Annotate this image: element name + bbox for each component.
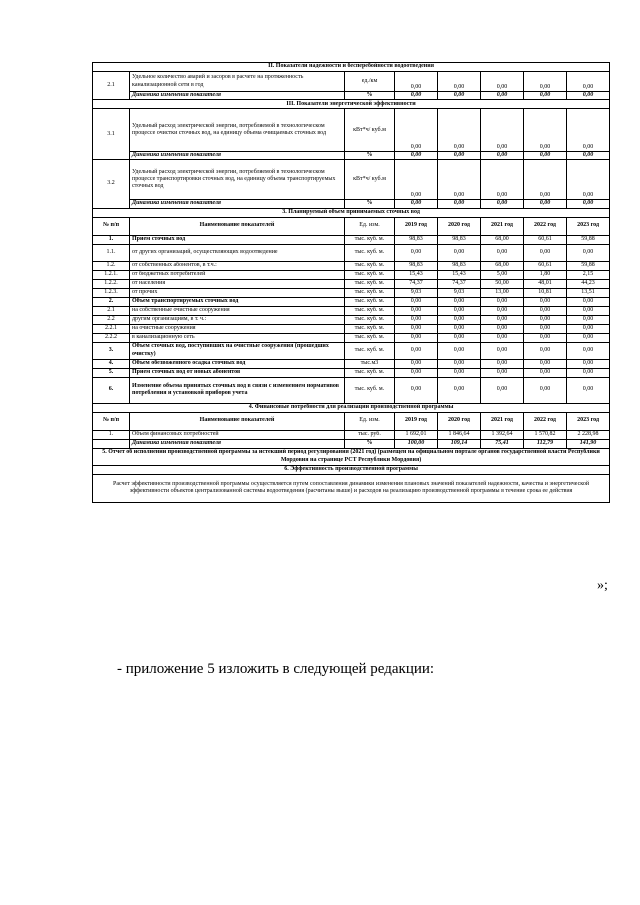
- table-row: [93, 261, 610, 270]
- row-value: 0,00: [567, 342, 610, 359]
- column-header-name: Наименование показателей: [130, 217, 345, 235]
- table-row: [93, 342, 610, 359]
- row-value: 0,00: [481, 72, 524, 92]
- row-name: от собственных абонентов, в т.ч.:: [130, 261, 345, 270]
- row-unit: %: [345, 200, 395, 208]
- row-value: 0,00: [481, 92, 524, 100]
- row-value: 0,00: [524, 152, 567, 160]
- row-value: 0,00: [524, 160, 567, 200]
- row-value: 44,23: [567, 279, 610, 288]
- row-value: 68,00: [481, 261, 524, 270]
- column-header-name: Наименование показателей: [130, 412, 345, 430]
- row-value: 112,79: [524, 439, 567, 448]
- column-header-row: [93, 412, 610, 430]
- row-value: 0,00: [481, 306, 524, 315]
- column-header-unit: Ед. изм.: [345, 217, 395, 235]
- row-value: 0,00: [567, 72, 610, 92]
- row-unit: тыс. куб. м.: [345, 333, 395, 342]
- row-value: 0,00: [524, 333, 567, 342]
- row-value: 0,00: [481, 297, 524, 306]
- column-header-row: [93, 217, 610, 235]
- row-value: 0,00: [438, 152, 481, 160]
- row-value: 0,00: [395, 377, 438, 403]
- row-value: 0,00: [524, 368, 567, 377]
- row-number: 2.2: [93, 315, 130, 324]
- row-number: 2.1: [93, 306, 130, 315]
- row-value: 0,00: [438, 109, 481, 152]
- row-value: 98,83: [438, 235, 481, 244]
- row-value: 0,00: [438, 72, 481, 92]
- row-name: Объем финансовых потребностей: [130, 430, 345, 439]
- row-value: 1,80: [524, 270, 567, 279]
- column-header-year: 2019 год: [395, 217, 438, 235]
- row-unit: тыс. куб. м.: [345, 261, 395, 270]
- row-value: 0,00: [481, 200, 524, 208]
- table-row: [93, 430, 610, 439]
- row-name: в канализационную сеть: [130, 333, 345, 342]
- row-value: 0,00: [481, 315, 524, 324]
- section-header: [93, 403, 610, 412]
- row-name: на очистные сооружения: [130, 324, 345, 333]
- row-value: 50,00: [481, 279, 524, 288]
- row-unit: тыс.м3: [345, 359, 395, 368]
- row-number: 3.2: [93, 160, 130, 208]
- row-value: 0,00: [524, 342, 567, 359]
- row-name: от прочих: [130, 288, 345, 297]
- column-header-number: № п/п: [93, 412, 130, 430]
- section-header: III. Показатели энергетической эффективности: [93, 100, 610, 109]
- column-header-year: 2022 год: [524, 217, 567, 235]
- section-header: [93, 465, 610, 474]
- row-value: 0,00: [524, 72, 567, 92]
- row-value: 0,00: [567, 368, 610, 377]
- row-value: 0,00: [438, 315, 481, 324]
- row-value: 1 570,82: [524, 430, 567, 439]
- row-number: 1.: [93, 430, 130, 439]
- row-value: 5,00: [481, 270, 524, 279]
- row-number: 2.2.2: [93, 333, 130, 342]
- row-number: 2.: [93, 297, 130, 306]
- row-name: Удельное количество аварий и засоров в расчете на протяженность канализационной сети в год: [130, 72, 345, 92]
- row-number: 2.1: [93, 72, 130, 100]
- row-name: на собственные очистные сооружения: [130, 306, 345, 315]
- row-value: 1 692,01: [395, 430, 438, 439]
- row-unit: тыс. куб. м.: [345, 342, 395, 359]
- row-number: 1.2.2.: [93, 279, 130, 288]
- row-name: от бюджетных потребителей: [130, 270, 345, 279]
- row-value: 0,00: [567, 160, 610, 200]
- row-value: 0,00: [395, 160, 438, 200]
- row-value: 0,00: [524, 200, 567, 208]
- column-header-year: 2020 год: [438, 217, 481, 235]
- row-value: 0,00: [567, 333, 610, 342]
- row-value: 15,43: [395, 270, 438, 279]
- row-unit: тыс. куб. м.: [345, 324, 395, 333]
- row-unit: %: [345, 439, 395, 448]
- row-unit: кВт*ч/ куб.м: [345, 109, 395, 152]
- efficiency-text: Расчет эффективности производственной программы осуществляется путем сопоставления динамики изменения плановых значений показателей надежности, качества и энергетической эффективности объектов централизованной системы водоотведения (расчитаны выше) и расходов на реализацию производственной программы в течение срока ее действия: [93, 474, 610, 502]
- row-value: 0,00: [395, 92, 438, 100]
- table-row: [93, 279, 610, 288]
- row-value: 1 392,64: [481, 430, 524, 439]
- row-value: 1 846,64: [438, 430, 481, 439]
- row-value: 0,00: [395, 200, 438, 208]
- section-header: 3. Планируемый объем принимаемых сточных вод: [93, 208, 610, 217]
- row-value: 75,41: [481, 439, 524, 448]
- table-row: [93, 377, 610, 403]
- row-unit: %: [345, 92, 395, 100]
- row-unit: ед./км: [345, 72, 395, 92]
- section-header: 4. Финансовые потребности для реализации производственной программы: [93, 403, 610, 412]
- column-header-year: 2023 год: [567, 217, 610, 235]
- row-value: 60,61: [524, 261, 567, 270]
- table-row: [93, 288, 610, 297]
- row-value: 0,00: [567, 315, 610, 324]
- metric-row: [93, 72, 610, 92]
- row-number: 3.: [93, 342, 130, 359]
- column-header-number: № п/п: [93, 217, 130, 235]
- row-unit: тыс. куб. м.: [345, 288, 395, 297]
- row-value: 0,00: [395, 152, 438, 160]
- row-unit: тыс. куб. м.: [345, 279, 395, 288]
- table-row: [93, 235, 610, 244]
- row-number: 1.2.1.: [93, 270, 130, 279]
- row-value: 0,00: [481, 152, 524, 160]
- row-value: 0,00: [481, 324, 524, 333]
- row-value: 0,00: [524, 244, 567, 261]
- row-value: 0,00: [438, 160, 481, 200]
- row-value: 98,83: [438, 261, 481, 270]
- row-value: 0,00: [395, 359, 438, 368]
- row-value: 0,00: [567, 152, 610, 160]
- row-name: Удельный расход электрической энергии, потребляемой в технологическом процессе транспортировки сточных вод, на единицу объема транспортируемых сточных вод: [130, 160, 345, 200]
- column-header-year: 2020 год: [438, 412, 481, 430]
- column-header-year: 2019 год: [395, 412, 438, 430]
- column-header-unit: Ед. изм.: [345, 412, 395, 430]
- row-value: 0,00: [567, 92, 610, 100]
- row-value: 9,03: [438, 288, 481, 297]
- row-name: Прием сточных вод: [130, 235, 345, 244]
- row-value: 109,14: [438, 439, 481, 448]
- row-unit: тыс. куб. м.: [345, 235, 395, 244]
- row-unit: тыс. куб. м.: [345, 306, 395, 315]
- row-value: 0,00: [395, 72, 438, 92]
- column-header-year: 2023 год: [567, 412, 610, 430]
- row-value: 0,00: [567, 200, 610, 208]
- report-section: 5. Отчет об исполнении производственной программы за истекший период регулирования (2021 год) (размещен на официальном портале органов государственной власти Республики Мордовия на странице РСТ Республики Мордовия): [93, 448, 610, 465]
- table-row: [93, 297, 610, 306]
- row-unit: тыс. руб.: [345, 430, 395, 439]
- row-value: 13,51: [567, 288, 610, 297]
- row-value: 100,00: [395, 439, 438, 448]
- row-name: Прием сточных вод от новых абонентов: [130, 368, 345, 377]
- row-value: 59,88: [567, 261, 610, 270]
- row-value: 0,00: [395, 342, 438, 359]
- row-value: 0,00: [438, 200, 481, 208]
- row-number: 3.1: [93, 109, 130, 160]
- row-value: 0,00: [524, 297, 567, 306]
- row-value: 0,00: [524, 306, 567, 315]
- row-unit: тыс. куб. м.: [345, 297, 395, 306]
- table-row: [93, 368, 610, 377]
- row-value: 0,00: [524, 315, 567, 324]
- row-name: от других организаций, осуществляющих водоотведение: [130, 244, 345, 261]
- row-value: 0,00: [524, 109, 567, 152]
- row-unit: тыс. куб. м.: [345, 315, 395, 324]
- row-value: 0,00: [438, 92, 481, 100]
- row-value: 59,88: [567, 235, 610, 244]
- row-name: Объем транспортируемых сточных вод: [130, 297, 345, 306]
- row-value: 0,00: [395, 315, 438, 324]
- row-value: 0,00: [395, 306, 438, 315]
- row-name: от населения: [130, 279, 345, 288]
- row-unit: тыс. куб. м.: [345, 244, 395, 261]
- row-unit: %: [345, 152, 395, 160]
- row-value: 0,00: [481, 359, 524, 368]
- metric-row: [93, 160, 610, 200]
- row-value: 0,00: [567, 109, 610, 152]
- row-value: 98,83: [395, 235, 438, 244]
- row-value: 98,83: [395, 261, 438, 270]
- row-value: 2 228,98: [567, 430, 610, 439]
- row-value: 0,00: [438, 306, 481, 315]
- row-name: Динамика изменения показателя: [130, 200, 345, 208]
- row-number: [93, 439, 130, 448]
- row-number: 1.2.: [93, 261, 130, 270]
- row-number: 1.1.: [93, 244, 130, 261]
- row-unit: кВт*ч/ куб.м: [345, 160, 395, 200]
- row-value: 0,00: [395, 297, 438, 306]
- row-number: 5.: [93, 368, 130, 377]
- closing-quote: »;: [597, 578, 608, 593]
- row-value: 0,00: [481, 160, 524, 200]
- row-value: 0,00: [438, 324, 481, 333]
- row-name: Объем сточных вод, поступивших на очистные сооружения (прошедших очистку): [130, 342, 345, 359]
- row-value: 0,00: [567, 377, 610, 403]
- row-value: 0,00: [395, 109, 438, 152]
- row-value: 0,00: [481, 342, 524, 359]
- row-value: 10,81: [524, 288, 567, 297]
- column-header-year: 2021 год: [481, 217, 524, 235]
- row-value: 74,37: [438, 279, 481, 288]
- row-value: 0,00: [438, 297, 481, 306]
- row-number: 2.2.1: [93, 324, 130, 333]
- production-program-table: [92, 62, 610, 503]
- row-value: 13,00: [481, 288, 524, 297]
- section-header: 6. Эффективность производственной программы: [93, 465, 610, 474]
- row-value: 0,00: [438, 244, 481, 261]
- row-unit: тыс. куб. м.: [345, 270, 395, 279]
- row-value: 0,00: [524, 324, 567, 333]
- section-header: II. Показатели надежности и бесперебойности водоотведения: [93, 63, 610, 72]
- row-value: 0,00: [481, 377, 524, 403]
- section-header: [93, 208, 610, 217]
- row-name: Удельный расход электрической энергии, потребляемой в технологическом процессе очистки сточных вод, на единицу объема очищаемых сточных вод: [130, 109, 345, 152]
- row-value: 60,61: [524, 235, 567, 244]
- row-value: 0,00: [524, 377, 567, 403]
- row-name: Объем обезвоженного осадка сточных вод: [130, 359, 345, 368]
- row-value: 0,00: [438, 368, 481, 377]
- table-row: [93, 315, 610, 324]
- row-unit: тыс. куб. м.: [345, 377, 395, 403]
- table-row: [93, 359, 610, 368]
- dynamics-row: [93, 200, 610, 208]
- row-value: 0,00: [395, 368, 438, 377]
- efficiency-text-row: [93, 474, 610, 502]
- report-section: [93, 448, 610, 465]
- row-value: 0,00: [567, 324, 610, 333]
- row-unit: тыс. куб. м.: [345, 368, 395, 377]
- dynamics-row: [93, 152, 610, 160]
- column-header-year: 2022 год: [524, 412, 567, 430]
- section-header: [93, 100, 610, 109]
- row-value: 0,00: [395, 333, 438, 342]
- row-number: 1.2.3.: [93, 288, 130, 297]
- section-header: [93, 63, 610, 72]
- row-number: 4.: [93, 359, 130, 368]
- table-row: [93, 324, 610, 333]
- row-value: 0,00: [438, 333, 481, 342]
- row-value: 0,00: [395, 324, 438, 333]
- row-value: 0,00: [567, 359, 610, 368]
- table-row: [93, 306, 610, 315]
- amendment-instruction: - приложение 5 изложить в следующей редакции:: [117, 661, 435, 677]
- row-value: 0,00: [438, 359, 481, 368]
- row-value: 2,15: [567, 270, 610, 279]
- row-value: 0,00: [524, 92, 567, 100]
- row-name: Изменение объема принятых сточных вод в связи с изменением нормативов потребления и установкой приборов учета: [130, 377, 345, 403]
- row-value: 68,00: [481, 235, 524, 244]
- row-value: 0,00: [481, 333, 524, 342]
- row-value: 0,00: [395, 244, 438, 261]
- row-number: 6.: [93, 377, 130, 403]
- row-name: Динамика изменения показателя: [130, 152, 345, 160]
- metric-row: [93, 109, 610, 152]
- row-value: 0,00: [438, 342, 481, 359]
- row-value: 9,03: [395, 288, 438, 297]
- row-value: 0,00: [567, 244, 610, 261]
- row-value: 141,90: [567, 439, 610, 448]
- row-value: 0,00: [567, 297, 610, 306]
- row-value: 0,00: [481, 109, 524, 152]
- row-name: Динамика изменения показателя: [130, 439, 345, 448]
- row-number: 1.: [93, 235, 130, 244]
- row-name: Динамика изменения показателя: [130, 92, 345, 100]
- dynamics-row: [93, 439, 610, 448]
- table-row: [93, 270, 610, 279]
- row-value: 74,37: [395, 279, 438, 288]
- row-value: 0,00: [481, 368, 524, 377]
- table-row: [93, 244, 610, 261]
- row-name: другим организациям, в т. ч.:: [130, 315, 345, 324]
- row-value: 0,00: [524, 359, 567, 368]
- table-row: [93, 333, 610, 342]
- row-value: 0,00: [438, 377, 481, 403]
- row-value: 48,01: [524, 279, 567, 288]
- row-value: 0,00: [481, 244, 524, 261]
- column-header-year: 2021 год: [481, 412, 524, 430]
- row-value: 15,43: [438, 270, 481, 279]
- row-value: 0,00: [567, 306, 610, 315]
- dynamics-row: [93, 92, 610, 100]
